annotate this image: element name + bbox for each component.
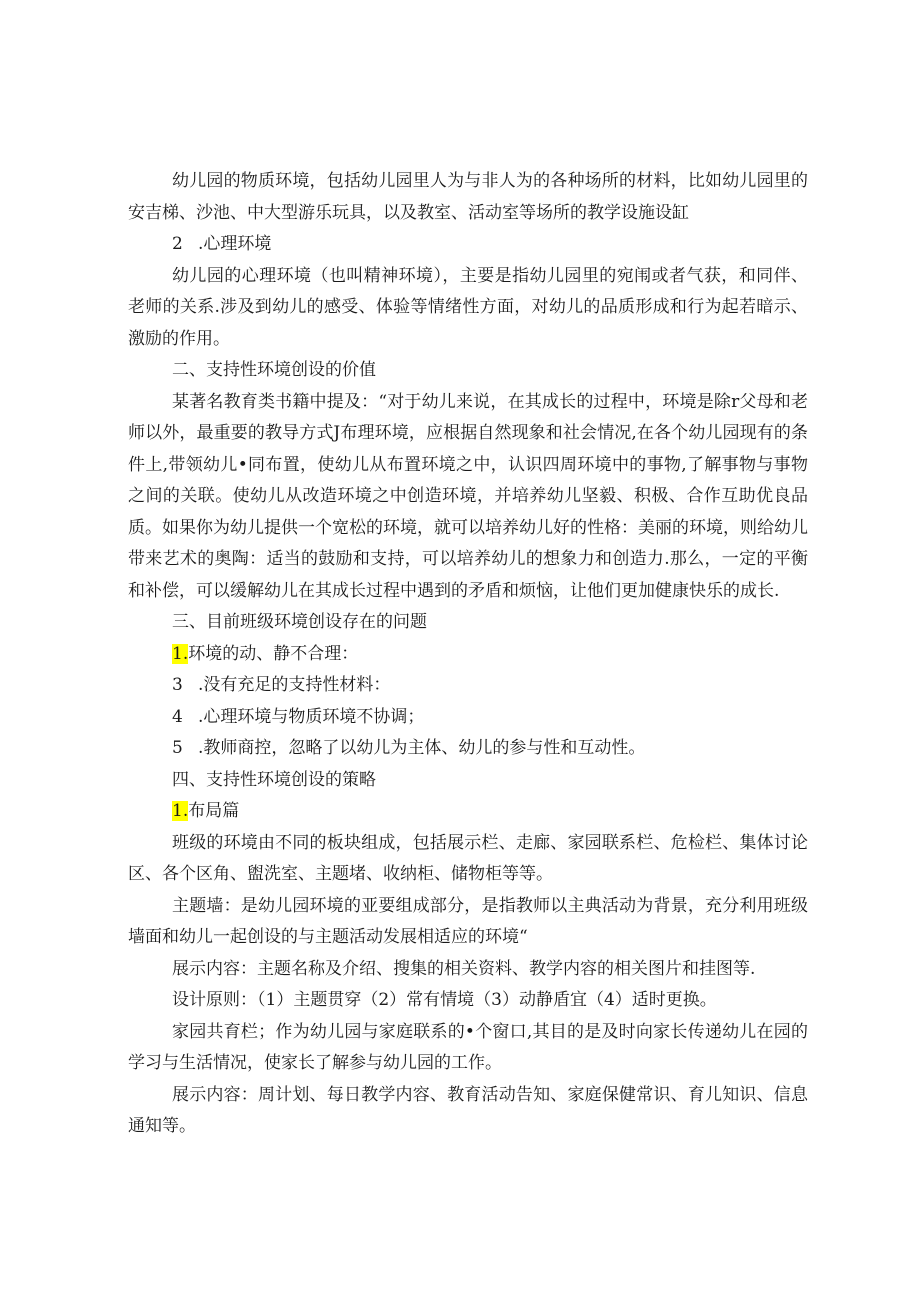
section-heading-2: 二、支持性环境创设的价值 [172, 360, 376, 380]
item-text: 布局篇 [188, 801, 240, 821]
item-number: 1. [172, 643, 189, 664]
item-text: .没有充足的支持性材料： [198, 675, 391, 695]
section-heading-4: 四、支持性环境创设的策略 [172, 769, 376, 790]
subheading-layout [128, 796, 808, 828]
list-item [128, 733, 808, 765]
paragraph-home-school-board: 家园共育栏；作为幼儿园与家庭联系的•个窗口,其目的是及时向家长传递幼儿在园的学习与生活情况，使家长了解参与幼儿园的工作。 [128, 1021, 808, 1073]
item-number: 1. [172, 801, 189, 821]
paragraph-mental-environment: 幼儿园的心理环境（也叫精神环境），主要是指幼儿园里的宛闱或者气获，和同伴、老师的关系.涉及到幼儿的感受、体验等情绪性方面，对幼儿的品质形成和行为起若暗示、激励的作用。 [128, 265, 808, 349]
item-number: 5 [172, 738, 183, 758]
item-text: .教师商控，忽略了以幼儿为主体、幼儿的参与性和互动性。 [198, 738, 646, 758]
list-item [128, 702, 808, 734]
subheading-mental-environment [128, 229, 808, 261]
list-item [128, 639, 808, 671]
section-heading-3: 三、目前班级环境创设存在的问题 [172, 612, 427, 632]
paragraph-class-environment: 班级的环境由不同的板块组成，包括展示栏、走廊、家园联系栏、危检栏、集体讨论区、各个区角、盥洗室、主题堵、收纳柜、储物柜等等。 [128, 832, 808, 884]
item-number: 3 [172, 675, 183, 695]
paragraph-display-content-2: 展示内容：周计划、每日教学内容、教育活动告知、家庭保健常识、育儿知识、信息通知等。 [128, 1084, 808, 1136]
document-page [128, 166, 808, 1143]
paragraph-physical-environment: 幼儿园的物质环境，包括幼儿园里人为与非人为的各种场所的材料，比如幼儿园里的安吉梯、沙池、中大型游乐玩具，以及教室、活动室等场所的教学设施设缸 [128, 171, 808, 223]
item-text: .心理环境与物质环境不协调； [198, 706, 425, 727]
item-number: 4 [172, 706, 183, 727]
item-text: .心理环境 [198, 234, 272, 254]
paragraph-theme-wall: 主题墙：是幼儿园环境的亚要组成部分，是指教师以主典活动为背景，充分利用班级墙面和幼儿一起创设的与主题活动发展相适应的环境“ [128, 895, 808, 947]
paragraph-display-content: 展示内容：主题名称及介绍、搜集的相关资料、教学内容的相关图片和挂图等. [172, 958, 756, 979]
paragraph-design-principles: 设计原则：（1）主题贯穿（2）常有情境（3）动静盾宜（4）适时更换。 [172, 990, 717, 1010]
item-text: 环境的动、静不合理： [188, 643, 359, 664]
list-item [128, 670, 808, 702]
item-number: 2 [172, 234, 183, 254]
paragraph-value: 某著名教育类书籍中提及：“对于幼儿来说，在其成长的过程中，环境是除r父母和老师以外，最重要的教导方式J布理环境，应根据自然现象和社会情况,在各个幼儿园现有的条件上,带领幼儿•同布置，使幼儿从布置环境之中，认识四周环境中的事物,了解事物与事物之间的关联。使幼儿从改造环境之中创造环境，并培养幼儿坚毅、积极、合作互助优良品质。如果你为幼儿提供一个宽松的环境，就可以培养幼儿好的性格：美丽的环境，则给幼儿带来艺术的奥陶：适当的鼓励和支持，可以培养幼儿的想象力和创造力.那么，一定的平衡和补偿，可以缓解幼儿在其成长过程中遇到的矛盾和烦恼，让他们更加健康快乐的成长. [128, 391, 808, 601]
